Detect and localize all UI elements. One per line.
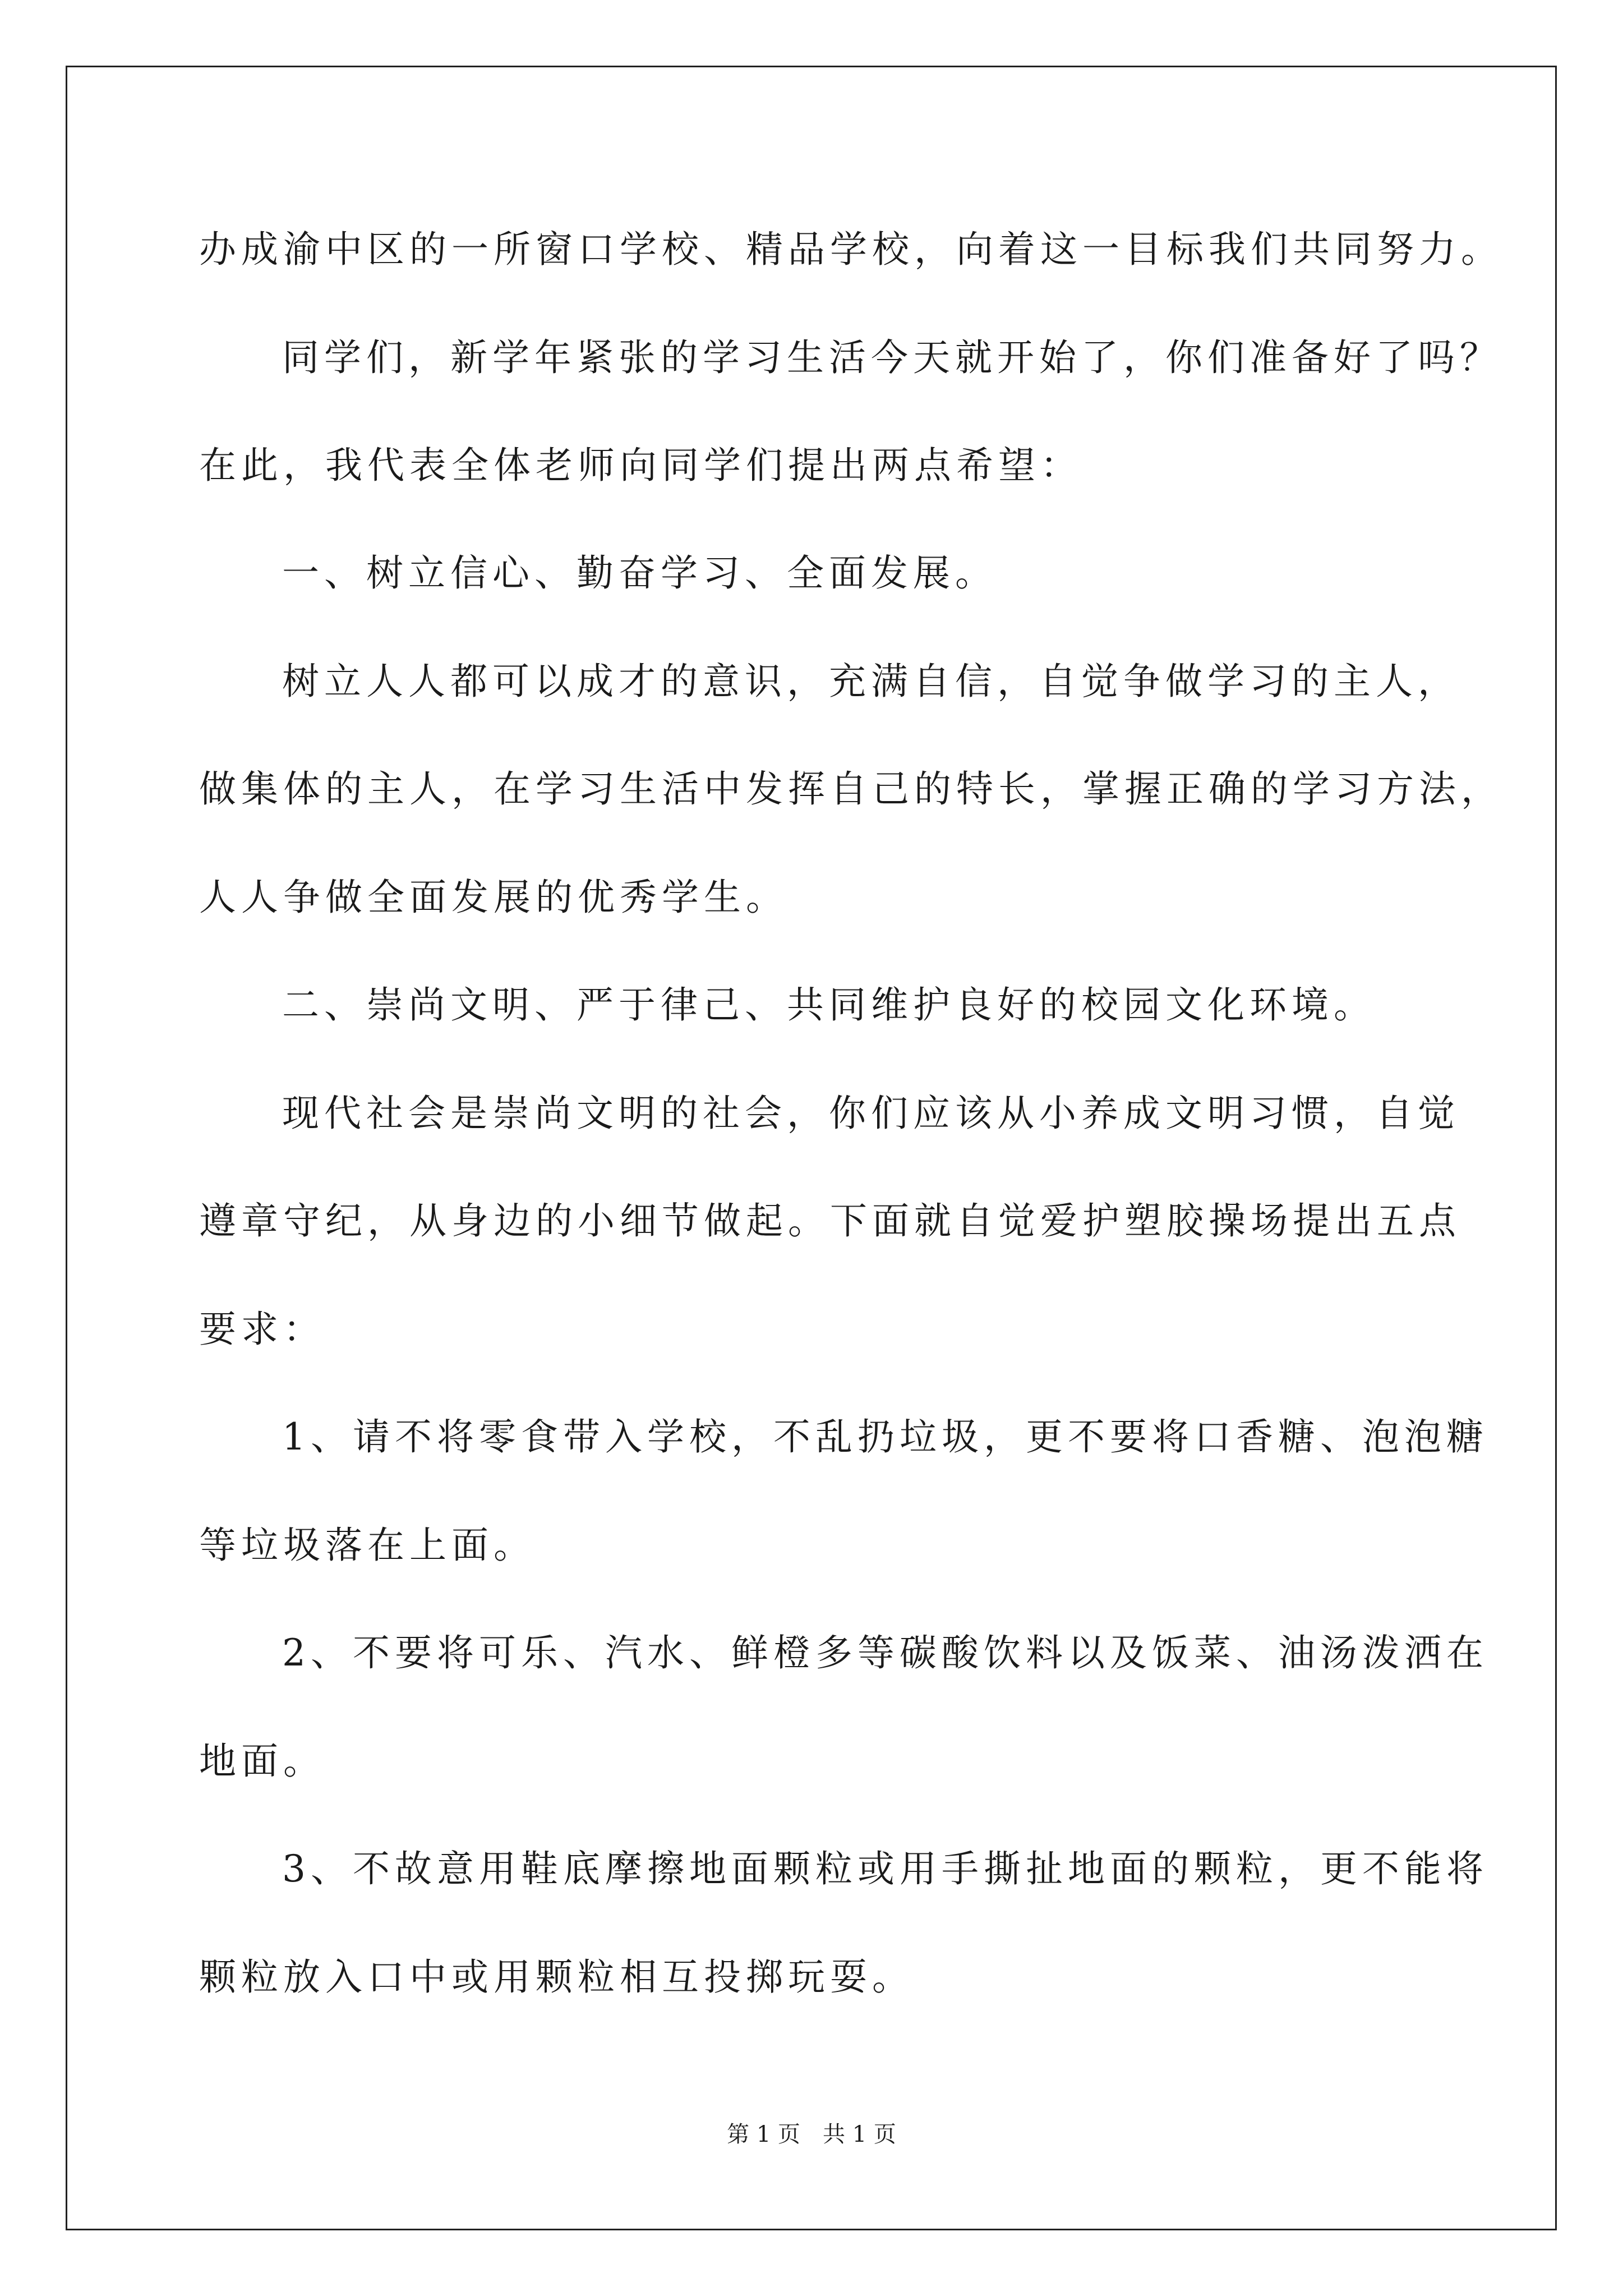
list-item: 1、请不将零食带入学校，不乱扔垃圾，更不要将口香糖、泡泡糖 [282, 1415, 1488, 1458]
text-line: 人人争做全面发展的优秀学生。 [199, 876, 788, 919]
list-item: 2、不要将可乐、汽水、鲜橙多等碳酸饮料以及饭菜、油汤泼洒在 [282, 1631, 1488, 1674]
text-line: 做集体的主人，在学习生活中发挥自己的特长，掌握正确的学习方法， [199, 767, 1503, 811]
text-line: 颗粒放入口中或用颗粒相互投掷玩耍。 [199, 1955, 914, 1999]
text-line: 遵章守纪，从身边的小细节做起。下面就自觉爱护塑胶操场提出五点 [199, 1199, 1461, 1243]
text-line: 在此，我代表全体老师向同学们提出两点希望： [199, 444, 1082, 487]
section-heading: 一、树立信心、勤奋学习、全面发展。 [282, 551, 997, 595]
text-line: 地面。 [199, 1740, 325, 1783]
text-line: 树立人人都可以成才的意识，充满自信，自觉争做学习的主人， [282, 660, 1460, 703]
text-line: 要求： [199, 1308, 325, 1351]
list-item: 3、不故意用鞋底摩擦地面颗粒或用手撕扯地面的颗粒，更不能将 [282, 1847, 1488, 1890]
text-line: 现代社会是崇尚文明的社会，你们应该从小养成文明习惯，自觉 [282, 1092, 1460, 1135]
text-line: 等垃圾落在上面。 [199, 1524, 536, 1567]
text-line: 办成渝中区的一所窗口学校、精品学校，向着这一目标我们共同努力。 [199, 228, 1503, 271]
page-footer: 第 1 页 共 1 页 [727, 2122, 896, 2147]
section-heading: 二、崇尚文明、严于律己、共同维护良好的校园文化环境。 [282, 983, 1376, 1027]
text-line: 同学们，新学年紧张的学习生活今天就开始了，你们准备好了吗？ [282, 336, 1502, 379]
page-border [66, 66, 1557, 2230]
